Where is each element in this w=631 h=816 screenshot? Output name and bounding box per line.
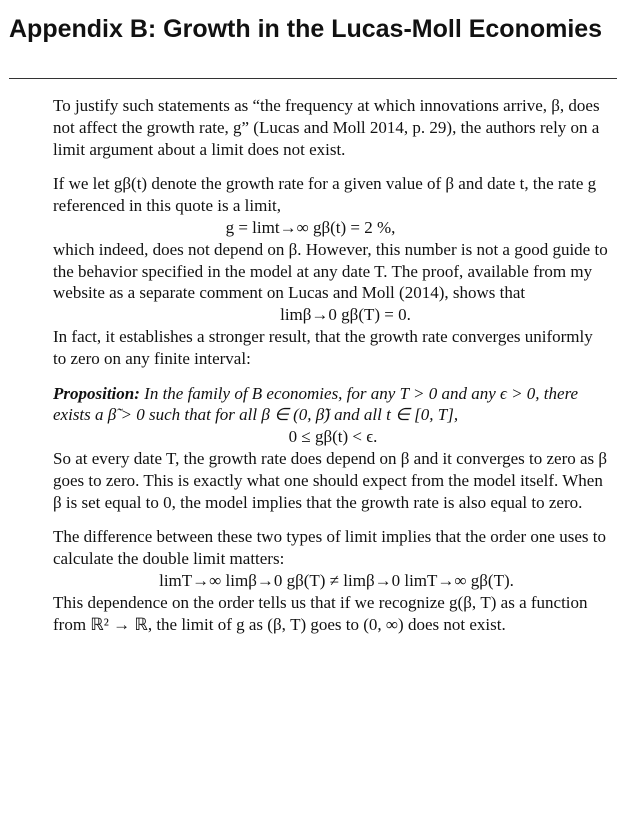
paragraph-7: This dependence on the order tells us that if we recognize g(β, T) as a function from ℝ² → ℝ, the limit of g as (β, T) goes to (0, ∞) does not exist.	[53, 592, 588, 634]
equation-3: 0 ≤ gβ(t) < ϵ.	[288, 427, 378, 447]
equation-4: limT→∞ limβ→0 gβ(T) ≠ limβ→0 limT→∞ gβ(T).	[159, 570, 514, 590]
title-divider	[9, 78, 617, 79]
proposition-text: In the family of B economies, for any T > 0 and any ϵ > 0, there exists a β̃ > 0 such that for all β ∈ (0, β̃) and all t ∈ [0, T],	[53, 383, 579, 425]
paragraph-2: If we let gβ(t) denote the growth rate for a given value of β and date t, the rate g referenced in this quote is a limit,	[53, 174, 597, 216]
paragraph-6: The difference between these two types of limit implies that the order one uses to calculate the double limit matters:	[53, 527, 606, 569]
paragraph-1: To justify such statements as “the frequency at which innovations arrive, β, does not affect the growth rate, g” (Lucas and Moll 2014, p. 29), the authors rely on a limit argument about a limit does not exist.	[53, 96, 600, 159]
paragraph-4: In fact, it establishes a stronger result, that the growth rate converges uniformly to zero on any finite interval:	[53, 326, 593, 368]
body-text	[53, 95, 608, 635]
paragraph-5: So at every date T, the growth rate does depend on β and it converges to zero as β goes to zero. This is exactly what one should expect from the model itself. When β is set equal to 0, the model implies that the growth rate is also equal to zero.	[53, 448, 608, 512]
equation-1: g = limt→∞ gβ(t) = 2 %,	[225, 217, 396, 237]
proposition-label: Proposition:	[53, 383, 140, 403]
section-title: Appendix B: Growth in the Lucas-Moll Economies	[9, 15, 603, 43]
equation-2: limβ→0 gβ(T) = 0.	[280, 305, 411, 325]
paragraph-3: which indeed, does not depend on β. However, this number is not a good guide to the behavior specified in the model at any date T. The proof, available from my website as a separate comment on Lucas and Moll (2014), shows that	[53, 239, 608, 303]
proposition	[53, 383, 608, 427]
